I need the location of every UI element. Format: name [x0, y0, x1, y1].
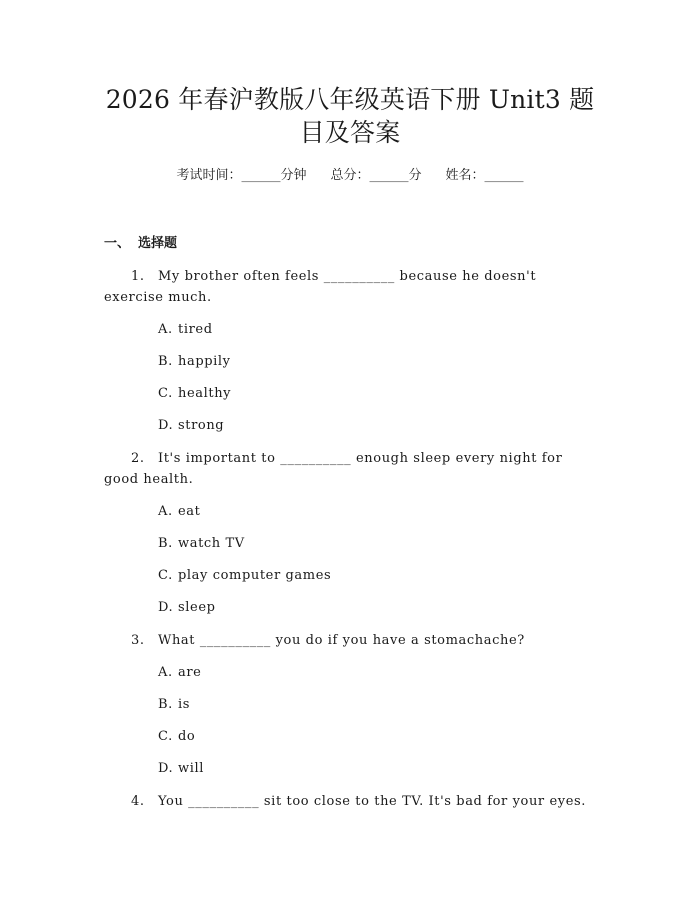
option-text: happily	[178, 354, 231, 369]
document-title: 2026 年春沪教版八年级英语下册 Unit3 题目及答案	[105, 85, 595, 147]
option-3d	[104, 758, 596, 779]
question-4	[104, 791, 596, 812]
question-text: You __________ sit too close to the TV. It's bad for your eyes.	[158, 794, 587, 809]
question-number: 4.	[131, 794, 145, 809]
question-number: 1.	[131, 269, 145, 284]
question-1	[104, 266, 596, 308]
option-text: tired	[178, 322, 213, 337]
section-number: 一、	[104, 236, 131, 251]
question-3	[104, 630, 596, 651]
option-letter: D.	[158, 418, 174, 433]
option-text: play computer games	[178, 568, 332, 583]
option-letter: D.	[158, 761, 174, 776]
exam-meta	[104, 166, 596, 186]
option-text: strong	[178, 418, 225, 433]
option-2b	[104, 533, 596, 554]
option-text: watch TV	[178, 536, 245, 551]
option-3a	[104, 662, 596, 683]
option-letter: A.	[158, 322, 173, 337]
option-letter: C.	[158, 568, 173, 583]
option-2c	[104, 565, 596, 586]
question-text: It's important to __________ enough sleep every night for good health.	[104, 451, 563, 487]
option-letter: B.	[158, 697, 173, 712]
option-text: will	[178, 761, 205, 776]
question-text: What __________ you do if you have a stomachache?	[158, 633, 525, 648]
option-letter: B.	[158, 536, 173, 551]
option-letter: B.	[158, 354, 173, 369]
option-1b	[104, 351, 596, 372]
option-text: do	[178, 729, 196, 744]
exam-time: 考试时间：______分钟	[176, 168, 307, 183]
section-title: 选择题	[138, 236, 178, 251]
option-letter: A.	[158, 504, 173, 519]
option-letter: D.	[158, 600, 174, 615]
question-text: My brother often feels __________ because he doesn't exercise much.	[104, 269, 537, 305]
option-1c	[104, 383, 596, 404]
exam-name: 姓名：______	[445, 168, 524, 183]
question-2	[104, 448, 596, 490]
option-3b	[104, 694, 596, 715]
option-text: sleep	[178, 600, 216, 615]
option-1d	[104, 415, 596, 436]
section-heading	[104, 234, 596, 254]
option-2d	[104, 597, 596, 618]
option-letter: C.	[158, 729, 173, 744]
question-number: 3.	[131, 633, 145, 648]
option-2a	[104, 501, 596, 522]
option-text: is	[178, 697, 191, 712]
option-letter: A.	[158, 665, 173, 680]
option-text: are	[178, 665, 202, 680]
option-text: eat	[178, 504, 201, 519]
option-3c	[104, 726, 596, 747]
option-1a	[104, 319, 596, 340]
question-number: 2.	[131, 451, 145, 466]
exam-score: 总分：______分	[330, 168, 422, 183]
option-letter: C.	[158, 386, 173, 401]
option-text: healthy	[178, 386, 232, 401]
